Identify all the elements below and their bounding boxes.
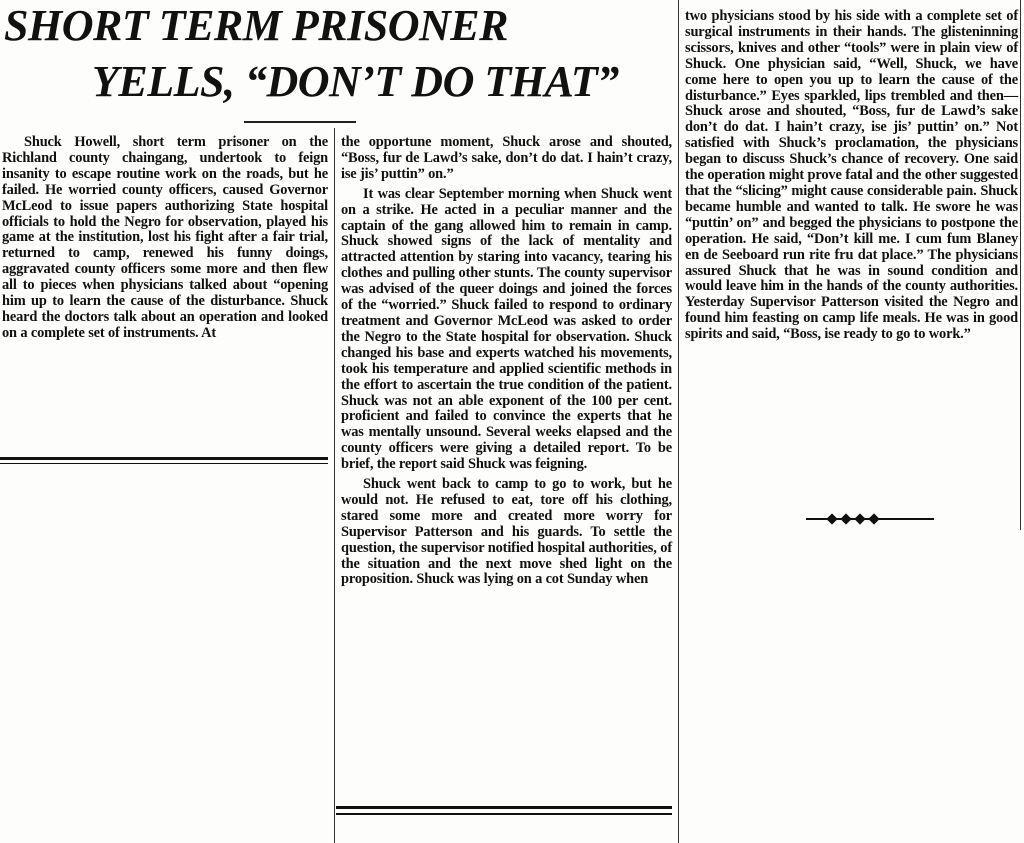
headline-line-2: YELLS, “DON’T DO THAT”: [92, 57, 619, 106]
article-column-3: [685, 9, 1018, 343]
column-divider-1: [334, 128, 335, 843]
column-2-end-rule: [336, 806, 672, 809]
column-divider-2: [678, 0, 679, 843]
column-1-end-rule: [0, 457, 328, 460]
article-paragraph: the opportune moment, Shuck arose and shouted, “Boss, fur de Lawd’s sake, don’t do dat. I hain’t crazy, ise jis’ puttin” on.”: [341, 134, 672, 182]
column-1-end-rule-2: [0, 463, 328, 464]
article-column-2: [341, 135, 672, 588]
article-paragraph: two physicians stood by his side with a complete set of surgical instruments in their hands. The glisteninning scissors, knives and other “tools” were in plain view of Shuck. One physician said, “Well, Shuck, we have come here to open you up to learn the cause of the disturbance.” Eyes sparkled, lips trembled and then—Shuck arose and shouted, “Boss, fur de Lawd’s sake don’t do dat. I hain’t crazy, ise jis’ puttin’ on.” Not satisfied with Shuck’s proclamation, the physicians began to discuss Shuck’s chance of recovery. One said the operation might prove fatal and the other suggested that the “slicing” might cause considerable pain. Shuck became humble and wanted to talk. He swore he was “puttin’ on” and begged the physicians to postpone the operation. He said, “Don’t kill me. I cum fum Blaney en de Seeboard run rite fru dat place.” The physicians assured Shuck that he was in sound condition and would leave him in the hands of the county authorities. Yesterday Supervisor Patterson visited the Negro and found him feasting on camp life meals. He was in good spirits and said, “Boss, ise ready to go to work.”: [685, 8, 1018, 343]
article-paragraph: It was clear September morning when Shuck went on a strike. He acted in a peculiar manner and the captain of the gang allowed him to remain in camp. Shuck showed signs of the lack of mentality and attracted attention by staring into vacancy, tearing his clothes and pulling other stunts. The county supervisor was advised of the queer doings and joined the forces of the “worried.” Shuck failed to respond to ordinary treatment and Governor McLeod was asked to order the Negro to the State hospital for observation. Shuck changed his base and experts watched his movements, took his temperature and applied scientific methods in the effort to ascertain the true condition of the patient. Shuck was not an able exponent of the 100 per cent. proficient and failed to convince the experts that he was mentally unsound. Several weeks elapsed and the county officers were giving a detailed report. To be brief, the report said Shuck was feigning.: [341, 185, 672, 473]
article-end-ornament: [806, 512, 934, 526]
column-2-end-rule-2: [336, 813, 672, 815]
headline-line-1: SHORT TERM PRISONER: [4, 1, 508, 50]
article-paragraph: Shuck Howell, short term prisoner on the Richland county chaingang, undertook to feign insanity to escape routine work on the roads, but he failed. He worried county officers, caused Governor McLeod to issue papers authorizing State hospital officials to hold the Negro for observation, played his game at the institution, lost his fight after a fair trial, returned to camp, renewed his funny doings, aggravated county officers some more and then flew all to pieces when physicians talked about “opening him up to learn the cause of the disturbance. Shuck heard the doctors talk about an operation and looked on a complete set of instruments. At: [2, 134, 328, 341]
column-divider-3: [1020, 0, 1021, 530]
headline-rule: [244, 121, 356, 123]
article-paragraph: Shuck went back to camp to go to work, but he would not. He refused to eat, tore off his clothing, stared some more and created more worry for Supervisor Patterson and his guards. To settle the question, the supervisor notified hospital authorities, of the situation and the next move shed light on the proposition. Shuck was lying on a cot Sunday when: [341, 476, 672, 588]
article-column-1: [2, 135, 328, 342]
